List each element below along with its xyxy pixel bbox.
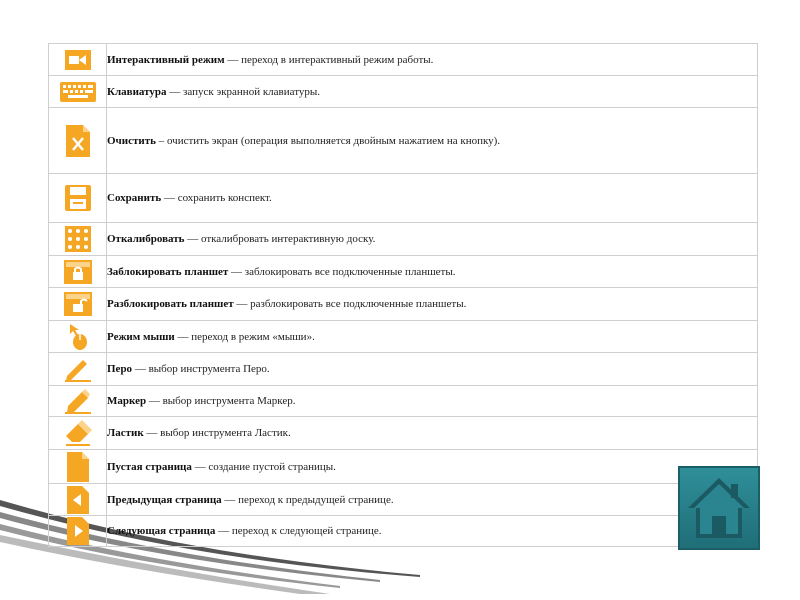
table-row-text [107, 256, 758, 288]
row-term: Предыдущая страница [107, 493, 222, 506]
blank-page-icon [67, 452, 89, 482]
table-row [49, 108, 758, 174]
row-desc: — переход к предыдущей странице. [221, 493, 394, 506]
toolbar-reference-table [48, 43, 758, 547]
row-term: Клавиатура [107, 85, 167, 98]
row-term: Ластик [107, 427, 144, 439]
keyboard-icon [60, 82, 96, 102]
table-row-text [107, 321, 758, 353]
table-row-text [107, 76, 758, 108]
pen-icon [65, 356, 91, 382]
table-row-text [107, 516, 758, 547]
calibrate-icon [65, 226, 91, 252]
table-row-text [107, 108, 758, 174]
row-term: Следующая страница [107, 525, 216, 537]
row-term: Очистить [107, 134, 156, 147]
row-term: Откалибровать [107, 233, 185, 245]
row-desc: — переход в интерактивный режим работы. [224, 53, 434, 66]
lock-tablet-icon [64, 260, 92, 284]
table-row-text [107, 288, 758, 321]
eraser-icon [64, 420, 92, 446]
next-page-icon [67, 517, 89, 545]
row-desc: — выбор инструмента Ластик. [143, 427, 291, 439]
row-desc: — выбор инструмента Маркер. [146, 395, 296, 407]
clear-icon [66, 125, 90, 157]
table-row [49, 44, 758, 76]
previous-page-icon [67, 486, 89, 514]
home-icon [680, 468, 758, 548]
row-desc: — запуск экранной клавиатуры. [166, 85, 321, 98]
row-desc: — создание пустой страницы. [191, 460, 336, 473]
table-row-text [107, 44, 758, 76]
table-row-text [107, 353, 758, 386]
table-row [49, 417, 758, 450]
row-desc: – очистить экран (операция выполняется двойным нажатием на кнопку). [155, 134, 501, 147]
table-row [49, 223, 758, 256]
table-row [49, 450, 758, 484]
row-term: Заблокировать планшет [107, 265, 229, 278]
row-desc: — переход в режим «мыши». [174, 330, 315, 343]
table-row [49, 484, 758, 516]
table-row-text [107, 484, 758, 516]
row-term: Интерактивный режим [107, 53, 225, 66]
row-desc: — выбор инструмента Перо. [132, 363, 270, 375]
table-row [49, 174, 758, 223]
table-row-text [107, 386, 758, 417]
row-desc: — откалибровать интерактивную доску. [184, 233, 376, 245]
table-row [49, 516, 758, 547]
table-row [49, 386, 758, 417]
unlock-tablet-icon [64, 292, 92, 316]
row-desc: — заблокировать все подключенные планшеты. [228, 265, 456, 278]
interactive-mode-icon [65, 50, 91, 70]
save-icon [65, 185, 91, 211]
row-term: Разблокировать планшет [107, 298, 234, 310]
table-row [49, 353, 758, 386]
mouse-mode-icon [67, 324, 89, 350]
table-row [49, 321, 758, 353]
row-term: Маркер [107, 395, 147, 407]
row-term: Режим мыши [107, 330, 175, 343]
table-row [49, 256, 758, 288]
table-row [49, 288, 758, 321]
row-desc: — переход к следующей странице. [215, 525, 382, 537]
row-term: Перо [107, 363, 133, 375]
row-term: Сохранить [107, 192, 162, 204]
row-desc: — сохранить конспект. [161, 192, 272, 204]
row-term: Пустая страница [107, 460, 192, 473]
marker-icon [65, 388, 91, 414]
table-row [49, 76, 758, 108]
home-button[interactable] [678, 466, 760, 550]
row-desc: — разблокировать все подключенные планшеты. [233, 298, 467, 310]
table-row-text [107, 417, 758, 450]
table-row-text [107, 223, 758, 256]
table-row-text [107, 174, 758, 223]
table-row-text [107, 450, 758, 484]
